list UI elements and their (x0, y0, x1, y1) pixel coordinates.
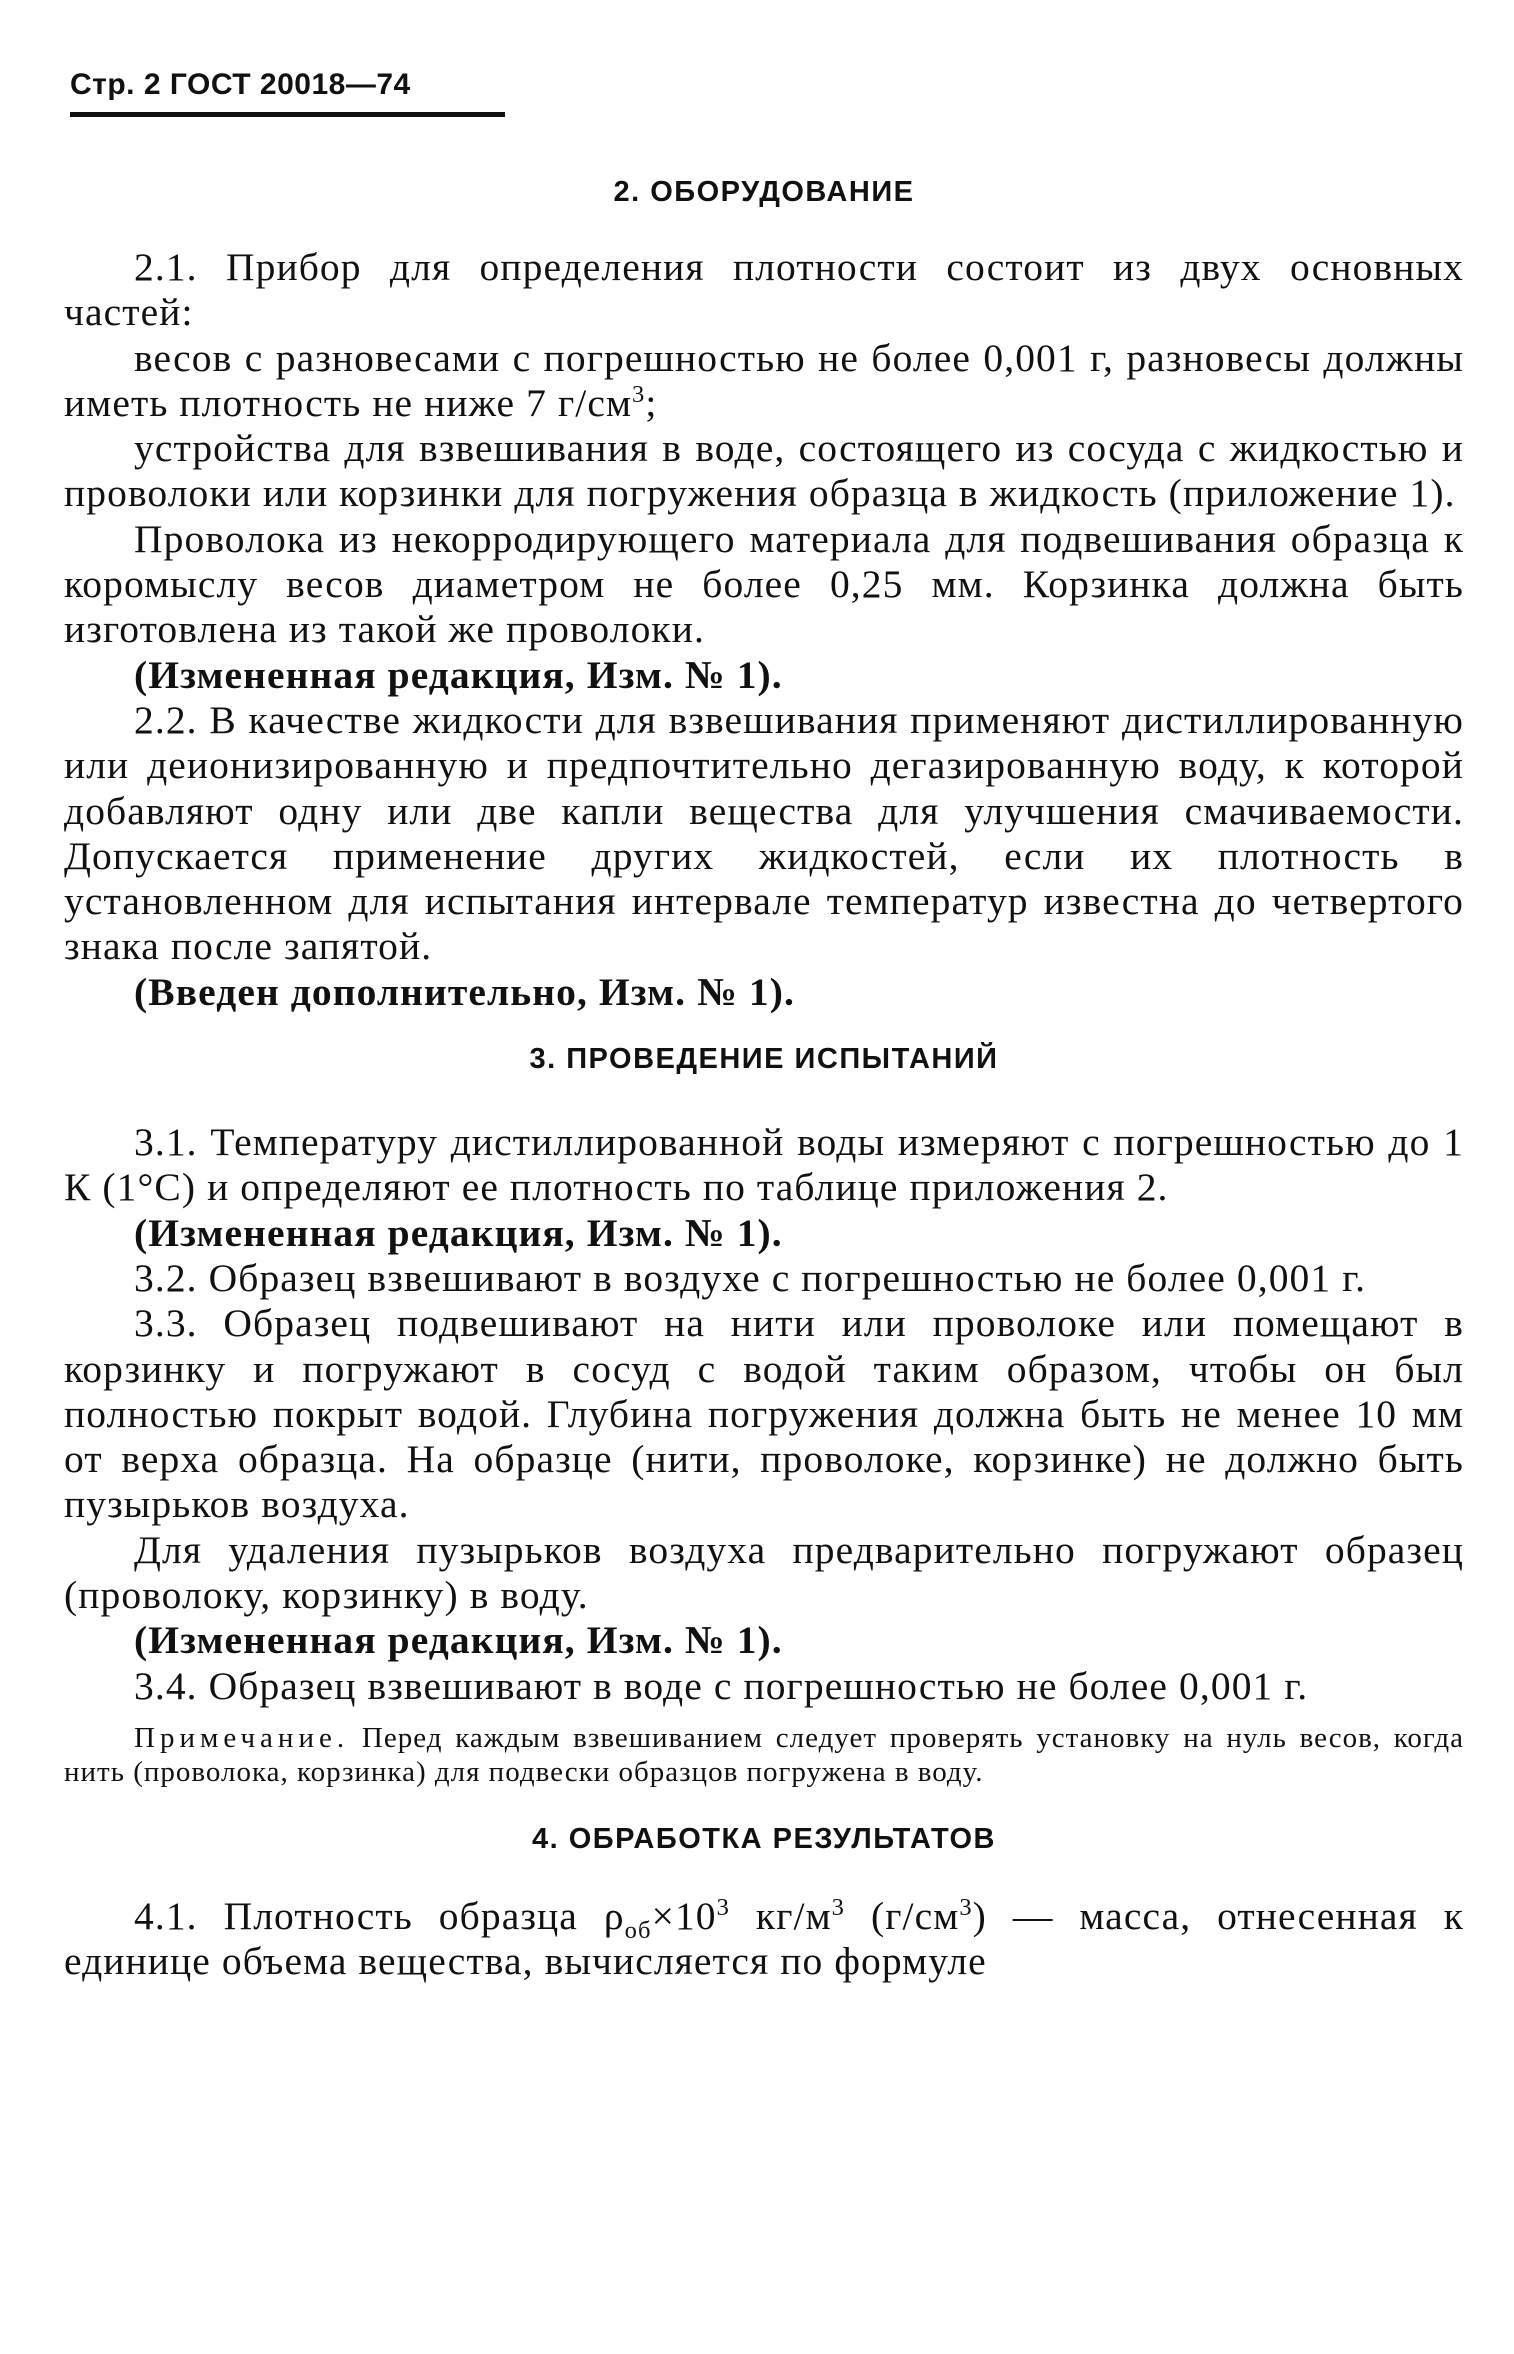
clause-4-1-text: ) — масса, отнесенная к единице объема вещества, вычисляется по формуле (64, 1893, 1464, 1984)
clause-4-1-text: (г/см (845, 1893, 960, 1938)
subscript: об (624, 1916, 652, 1944)
clause-4-1 (64, 1894, 1464, 1985)
note (64, 1721, 1464, 1789)
section-2-heading: 2. ОБОРУДОВАНИЕ (613, 176, 915, 208)
clause-3-3: 3.3. Образец подвешивают на нити или проволоке или помещают в корзинку и погружают в сосуд с водой таким образом, чтобы он был полностью покрыт водой. Глубина погружения должна быть не менее 10 мм от верха образца. На образце (нити, проволоке, корзинке) не должно быть пузырьков воздуха. (64, 1301, 1464, 1527)
clause-3-4: 3.4. Образец взвешивают в воде с погрешностью не более 0,001 г. (134, 1663, 1309, 1708)
clause-2-2: 2.2. В качестве жидкости для взвешивания применяют дистиллированную или деионизированную и предпочтительно дегазированную воду, к которой добавляют одну или две капли вещества для улучшения смачиваемости. Допускается применение других жидкостей, если их плотность в установленном для испытания интервале температур известна до четвертого знака после запятой. (64, 697, 1464, 969)
note-text: Перед каждым взвешиванием следует проверять установку на нуль весов, когда нить (проволока, корзинка) для подвески образцов погружена в воду. (64, 1721, 1465, 1788)
superscript: 3 (831, 1893, 846, 1921)
page-header: Стр. 2 ГОСТ 20018—74 (70, 68, 505, 117)
section-4-heading: 4. ОБРАБОТКА РЕЗУЛЬТАТОВ (531, 1822, 997, 1855)
clause-2-1: 2.1. Прибор для определения плотности состоит из двух основных частей: (64, 245, 1464, 335)
amendment-note: (Введен дополнительно, Изм. № 1). (134, 969, 795, 1014)
note-label: Примечание. (134, 1721, 350, 1754)
clause-3-1: 3.1. Температуру дистиллированной воды измеряют с погрешностью до 1 К (1°С) и определяют ее плотность по таблице приложения 2. (64, 1120, 1464, 1210)
amendment-note: (Измененная редакция, Изм. № 1). (134, 1210, 783, 1255)
superscript: 3 (959, 1893, 973, 1921)
scales-text: весов с разновесами с погрешностью не более 0,001 г, разновесы должны иметь плотность не ниже 7 г/см (64, 335, 1464, 425)
clause-3-3-bubbles: Для удаления пузырьков воздуха предварительно погружают образец (проволоку, корзинку) в воду. (64, 1527, 1464, 1618)
superscript: 3 (716, 1893, 730, 1921)
amendment-note: (Измененная редакция, Изм. № 1). (134, 1618, 783, 1663)
section-3-heading: 3. ПРОВЕДЕНИЕ ИСПЫТАНИЙ (529, 1043, 999, 1076)
clause-2-1-scales (64, 336, 1464, 427)
clause-2-1-device: устройства для взвешивания в воде, состоящего из сосуда с жидкостью и проволоки или корзинки для погружения образца в жидкость (приложение 1). (64, 426, 1464, 516)
clause-4-1-text: ×10 (651, 1893, 717, 1938)
clause-4-1-text: 4.1. Плотность образца ρ (134, 1893, 625, 1938)
amendment-note: (Измененная редакция, Изм. № 1). (134, 652, 783, 697)
clause-4-1-text: кг/м (729, 1893, 832, 1938)
document-body (64, 170, 1464, 1985)
clause-2-1-wire: Проволока из некорродирующего материала для подвешивания образца к коромыслу весов диаметром не более 0,25 мм. Корзинка должна быть изготовлена из такой же проволоки. (64, 516, 1464, 652)
clause-3-2: 3.2. Образец взвешивают в воздухе с погрешностью не более 0,001 г. (134, 1255, 1367, 1300)
scales-text-end: ; (645, 380, 658, 425)
superscript: 3 (632, 380, 646, 408)
